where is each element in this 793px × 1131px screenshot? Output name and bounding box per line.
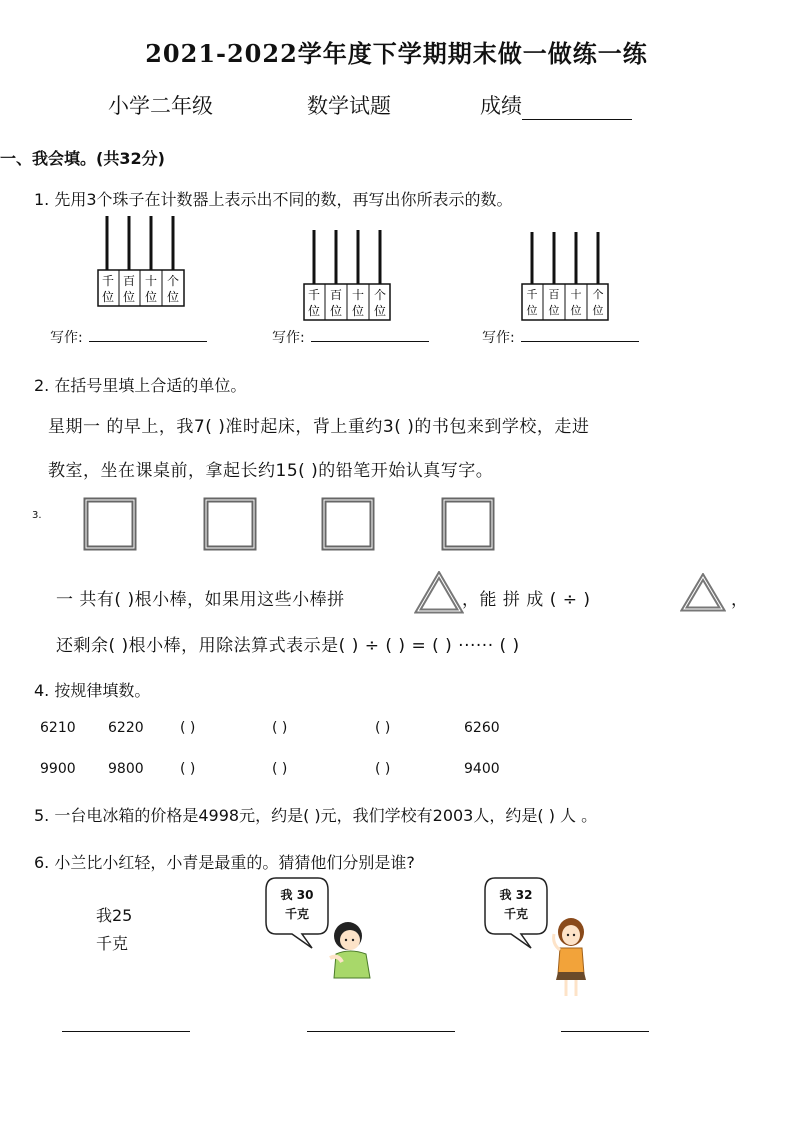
svg-text:十: 十	[144, 274, 158, 288]
sequence-2-blank[interactable]: ( )	[375, 761, 391, 777]
triangle-shape	[414, 571, 464, 615]
svg-text:千: 千	[101, 274, 115, 288]
triangle-icon	[414, 571, 464, 615]
svg-text:个: 个	[373, 288, 387, 302]
triangle-shape-2	[680, 573, 726, 613]
svg-text:位: 位	[548, 304, 560, 317]
speech-bubble-c	[481, 876, 551, 952]
svg-text:位: 位	[329, 304, 343, 318]
question-1: 1. 先用3个珠子在计数器上表示出不同的数，再写出你所表示的数。	[34, 190, 513, 209]
write-label: 写作:	[482, 330, 515, 346]
score-label: 成绩	[480, 94, 522, 118]
sequence-2-item: 9900	[40, 761, 76, 777]
svg-text:个: 个	[166, 274, 180, 288]
svg-text:位: 位	[144, 290, 158, 304]
abacus-1	[97, 216, 187, 308]
weight-a-line-2: 千克	[96, 934, 129, 953]
sequence-1-item: 6210	[40, 720, 76, 736]
sequence-2-blank[interactable]: ( )	[272, 761, 288, 777]
sequence-1-blank[interactable]: ( )	[180, 720, 196, 736]
bubble-b-line-2: 千克	[284, 907, 309, 921]
sequence-2-item: 9400	[464, 761, 500, 777]
girl-c-drawing	[546, 916, 596, 1000]
sequence-2-blank[interactable]: ( )	[180, 761, 196, 777]
question-3-line-1b: ，能 拼 成 ( ÷ )	[462, 590, 591, 610]
abacus-2-drawing	[303, 230, 393, 322]
svg-text:百: 百	[329, 288, 343, 302]
svg-text:千: 千	[307, 288, 321, 302]
write-answer-2[interactable]	[272, 327, 429, 347]
svg-text:位: 位	[373, 304, 387, 318]
answer-line[interactable]	[311, 329, 429, 342]
question-2: 2. 在括号里填上合适的单位。	[34, 376, 247, 395]
svg-text:位: 位	[351, 304, 365, 318]
subject-label: 数学试题	[307, 94, 391, 118]
question-3-line-1c: ，	[731, 590, 749, 610]
svg-text:十: 十	[351, 288, 365, 302]
sequence-1-blank[interactable]: ( )	[375, 720, 391, 736]
sequence-2-item: 9800	[108, 761, 144, 777]
svg-text:位: 位	[592, 304, 604, 317]
answer-line[interactable]	[89, 329, 207, 342]
question-3-line-1a: 一 共有( )根小棒，如果用这些小棒拼	[56, 590, 345, 610]
grade-label: 小学二年级	[108, 94, 213, 118]
question-2-line-1: 星期一 的早上，我7( )准时起床，背上重约3( )的书包来到学校，走进	[48, 417, 590, 437]
svg-text:位: 位	[166, 290, 180, 304]
svg-text:十: 十	[570, 288, 582, 301]
score-blank[interactable]	[522, 99, 632, 120]
section-heading: 一、我会填。(共32分)	[0, 149, 165, 168]
question-5: 5. 一台电冰箱的价格是4998元，约是( )元，我们学校有2003人，约是( ) 人 。	[34, 806, 598, 825]
svg-text:百: 百	[548, 288, 560, 301]
page-title: 2021-2022学年度下学期期末做一做练一练	[145, 39, 648, 68]
write-label: 写作:	[50, 330, 83, 346]
girl-b-drawing	[320, 918, 386, 980]
question-6: 6. 小兰比小红轻，小青是最重的。猜猜他们分别是谁?	[34, 853, 415, 872]
write-label: 写作:	[272, 330, 305, 346]
svg-text:位: 位	[307, 304, 321, 318]
svg-text:个: 个	[592, 288, 604, 301]
svg-text:位: 位	[101, 290, 115, 304]
answer-line-a[interactable]	[62, 1031, 190, 1032]
question-3-number: 3.	[32, 510, 42, 521]
sequence-1-blank[interactable]: ( )	[272, 720, 288, 736]
answer-line[interactable]	[521, 329, 639, 342]
weight-label-a	[96, 902, 132, 958]
svg-text:位: 位	[570, 304, 582, 317]
girl-illustration-b	[320, 918, 386, 980]
svg-text:百: 百	[122, 274, 136, 288]
svg-text:位: 位	[122, 290, 136, 304]
bubble-b-line-1: 我 30	[280, 888, 314, 902]
sequence-1-item: 6260	[464, 720, 500, 736]
abacus-3-drawing	[521, 232, 611, 324]
abacus-3	[521, 232, 611, 324]
triangle-icon-2	[680, 573, 726, 613]
bubble-c-line-1: 我 32	[499, 888, 533, 902]
abacus-2	[303, 230, 393, 322]
sequence-1-item: 6220	[108, 720, 144, 736]
question-4: 4. 按规律填数。	[34, 681, 151, 700]
svg-text:位: 位	[526, 304, 538, 317]
score-field[interactable]	[480, 90, 632, 120]
matchstick-squares	[80, 496, 500, 554]
question-2-line-2: 教室，坐在课桌前，拿起长约15( )的铅笔开始认真写字。	[48, 461, 494, 481]
matchstick-squares-drawing	[80, 496, 500, 554]
svg-text:千: 千	[526, 288, 538, 301]
write-answer-3[interactable]	[482, 327, 639, 347]
girl-illustration-c	[546, 916, 596, 1000]
weight-a-line-1: 我25	[96, 906, 133, 925]
question-3-line-2: 还剩余( )根小棒，用除法算式表示是( ) ÷ ( ) = ( ) ······ ( )	[56, 636, 520, 656]
answer-line-c[interactable]	[561, 1031, 649, 1032]
answer-line-b[interactable]	[307, 1031, 455, 1032]
write-answer-1[interactable]	[50, 327, 207, 347]
abacus-1-drawing	[97, 216, 187, 308]
bubble-c-line-2: 千克	[503, 907, 528, 921]
